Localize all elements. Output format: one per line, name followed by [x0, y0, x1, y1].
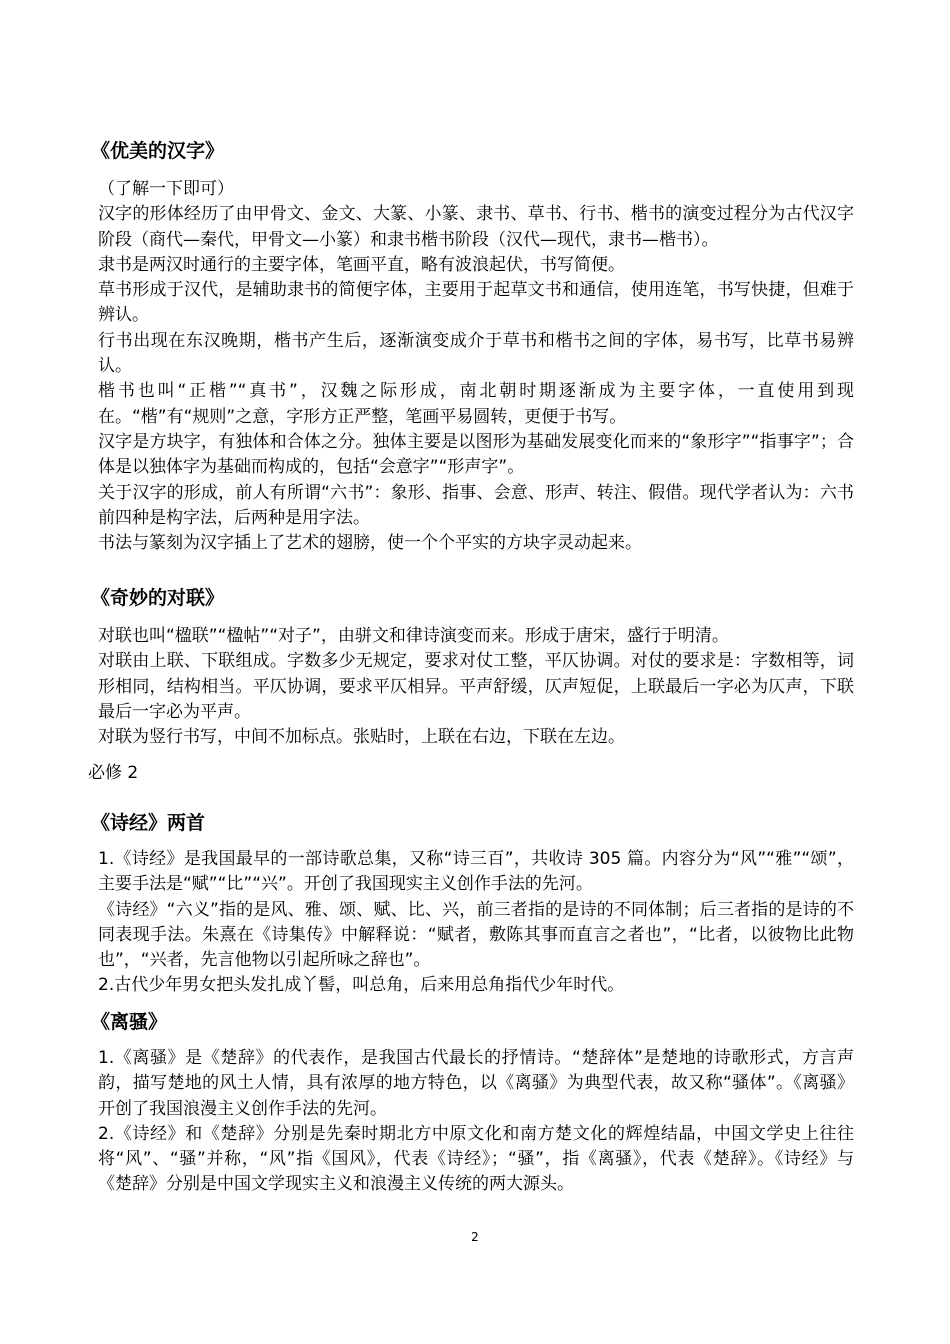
paragraph: 对联为竖行书写，中间不加标点。张贴时，上联在右边，下联在左边。	[98, 727, 625, 748]
section-title-duilian: 《奇妙的对联》	[91, 587, 225, 609]
volume-label: 必修 2	[88, 763, 139, 783]
paragraph: 1.《诗经》是我国最早的一部诗歌总集，又称“诗三百”，共收诗 305 篇。内容分为“风”“雅”“颂”，主要手法是“赋”“比”“兴”。开创了我国现实主义创作手法的先河。	[98, 849, 854, 895]
paragraph: 关于汉字的形成，前人有所谓“六书”：象形、指事、会意、形声、转注、假借。现代学者认为：六书前四种是构字法，后两种是用字法。	[98, 482, 854, 528]
section-body-duilian	[98, 624, 854, 750]
paragraph: 对联由上联、下联组成。字数多少无规定，要求对仗工整，平仄协调。对仗的要求是：字数相等，词形相同，结构相当。平仄协调，要求平仄相异。平声舒缓，仄声短促，上联最后一字必为仄声，下联最后一字必为平声。	[98, 651, 854, 722]
paragraph: 隶书是两汉时通行的主要字体，笔画平直，略有波浪起伏，书写简便。	[98, 254, 625, 275]
paragraph: （了解一下即可）	[98, 179, 234, 199]
paragraph: 草书形成于汉代，是辅助隶书的简便字体，主要用于起草文书和通信，使用连笔，书写快捷，但难于辨认。	[98, 280, 854, 326]
paragraph: 《诗经》“六义”指的是风、雅、颂、赋、比、兴，前三者指的是诗的不同体制；后三者指的是诗的不同表现手法。朱熹在《诗集传》中解释说：“赋者，敷陈其事而直言之者也”，“比者，以彼物比此物也”，“兴者，先言他物以引起所咏之辞也”。	[98, 899, 854, 971]
paragraph: 汉字的形体经历了由甲骨文、金文、大篆、小篆、隶书、草书、行书、楷书的演变过程分为古代汉字阶段（商代—秦代，甲骨文—小篆）和隶书楷书阶段（汉代—现代，隶书—楷书）。	[98, 204, 854, 250]
paragraph: 汉字是方块字，有独体和合体之分。独体主要是以图形为基础发展变化而来的“象形字”“指事字”；合体是以独体字为基础而构成的，包括“会意字”“形声字”。	[98, 431, 854, 478]
paragraph: 书法与篆刻为汉字插上了艺术的翅膀，使一个个平实的方块字灵动起来。	[98, 533, 642, 554]
paragraph: 行书出现在东汉晚期，楷书产生后，逐渐演变成介于草书和楷书之间的字体，易书写，比草书易辨认。	[98, 330, 854, 377]
section-title-lisao: 《离骚》	[91, 1011, 168, 1033]
section-body-shijing	[98, 847, 854, 999]
section-title-shijing: 《诗经》两首	[91, 812, 206, 834]
paragraph: 2.《诗经》和《楚辞》分别是先秦时期北方中原文化和南方楚文化的辉煌结晶，中国文学史上往往将“风”、“骚”并称，“风”指《国风》，代表《诗经》；“骚”，指《离骚》，代表《楚辞》。《诗经》与《楚辞》分别是中国文学现实主义和浪漫主义传统的两大源头。	[98, 1123, 854, 1195]
page-number: 2	[471, 1230, 479, 1244]
section-body-lisao	[98, 1046, 854, 1198]
section-body-hanzi	[98, 177, 854, 556]
paragraph: 对联也叫“楹联”“楹帖”“对子”，由骈文和律诗演变而来。形成于唐宋，盛行于明清。	[98, 626, 729, 646]
paragraph: 2.古代少年男女把头发扎成丫髻，叫总角，后来用总角指代少年时代。	[98, 975, 625, 996]
paragraph: 楷书也叫“正楷”“真书”，汉魏之际形成，南北朝时期逐渐成为主要字体，一直使用到现在。“楷”有“规则”之意，字形方正严整，笔画平易圆转，更便于书写。	[98, 381, 854, 427]
paragraph: 1.《离骚》是《楚辞》的代表作，是我国古代最长的抒情诗。“楚辞体”是楚地的诗歌形式，方言声韵，描写楚地的风土人情，具有浓厚的地方特色，以《离骚》为典型代表，故又称“骚体”。《离骚》开创了我国浪漫主义创作手法的先河。	[98, 1048, 854, 1119]
section-title-hanzi: 《优美的汉字》	[91, 140, 225, 162]
